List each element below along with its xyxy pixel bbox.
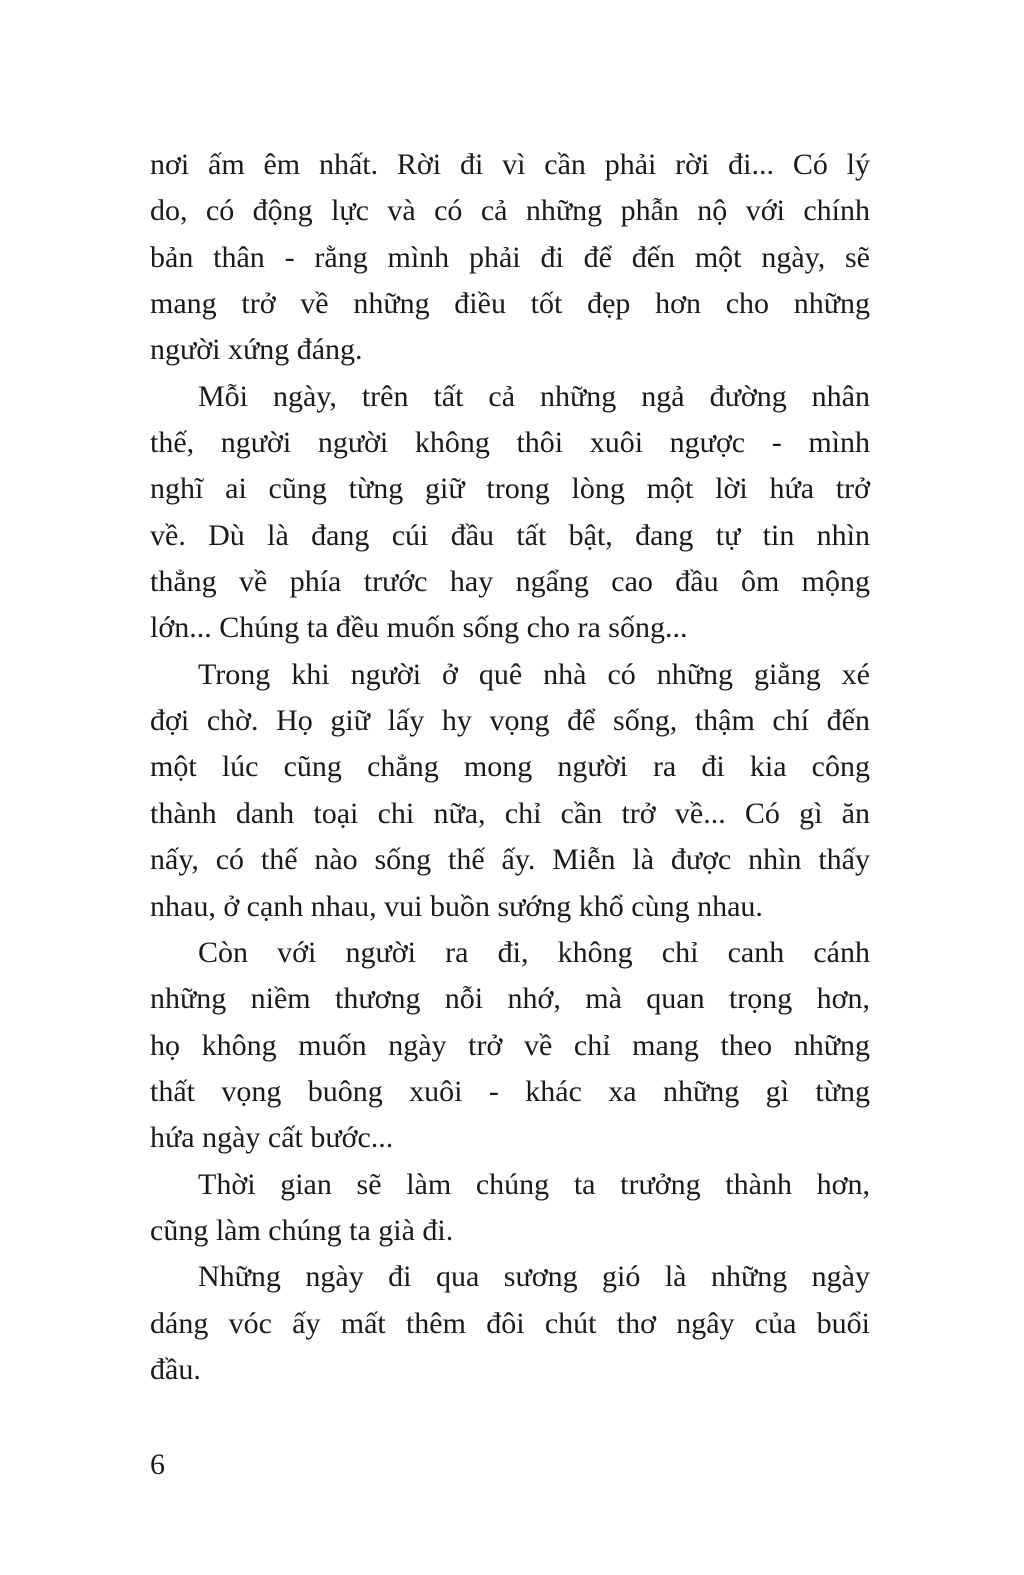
text-line: Thời gian sẽ làm chúng ta trưởng thành hơn, [198,1167,870,1201]
text-line: dáng vóc ấy mất thêm đôi chút thơ ngây của buổi [150,1306,870,1340]
text-line: người xứng đáng. [150,333,363,367]
page-body [150,142,870,1393]
text-line: hứa ngày cất bước... [150,1121,394,1155]
text-line: một lúc cũng chẳng mong người ra đi kia công [150,750,870,784]
text-line: cũng làm chúng ta già đi. [150,1213,454,1247]
paragraph [150,142,870,374]
text-line: nơi ấm êm nhất. Rời đi vì cần phải rời đi... Có lý [150,148,870,181]
text-line: về. Dù là đang cúi đầu tất bật, đang tự tin nhìn [150,518,870,552]
text-line: bản thân - rằng mình phải đi để đến một ngày, sẽ [150,240,870,274]
text-line: họ không muốn ngày trở về chỉ mang theo những [150,1028,870,1062]
text-line: mang trở về những điều tốt đẹp hơn cho những [150,287,870,321]
text-line: thẳng về phía trước hay ngẩng cao đầu ôm mộng [150,565,870,599]
paragraph [150,652,870,930]
text-line: đợi chờ. Họ giữ lấy hy vọng để sống, thậm chí đến [150,704,870,738]
paragraph [150,374,870,652]
text-line: thế, người người không thôi xuôi ngược - mình [150,426,870,460]
text-line: thành danh toại chi nữa, chỉ cần trở về... Có gì ăn [150,796,870,830]
paragraph [150,930,870,1162]
paragraph [150,1254,870,1393]
text-line: do, có động lực và có cả những phẫn nộ với chính [150,194,870,228]
text-line: Còn với người ra đi, không chỉ canh cánh [198,935,870,969]
text-line: Mỗi ngày, trên tất cả những ngả đường nhân [198,379,870,413]
text-line: nấy, có thế nào sống thế ấy. Miễn là được nhìn thấy [150,843,870,877]
text-line: những niềm thương nỗi nhớ, mà quan trọng hơn, [150,982,870,1016]
text-line: thất vọng buông xuôi - khác xa những gì từng [150,1074,870,1108]
page-number: 6 [150,1448,165,1481]
text-line: đầu. [150,1352,201,1386]
text-line: Những ngày đi qua sương gió là những ngày [198,1260,870,1294]
text-line: lớn... Chúng ta đều muốn sống cho ra sống... [150,611,688,645]
text-line: nghĩ ai cũng từng giữ trong lòng một lời hứa trở [150,472,870,506]
paragraph [150,1162,870,1255]
text-line: nhau, ở cạnh nhau, vui buồn sướng khổ cùng nhau. [150,889,763,923]
text-line: Trong khi người ở quê nhà có những giằng xé [198,657,870,691]
